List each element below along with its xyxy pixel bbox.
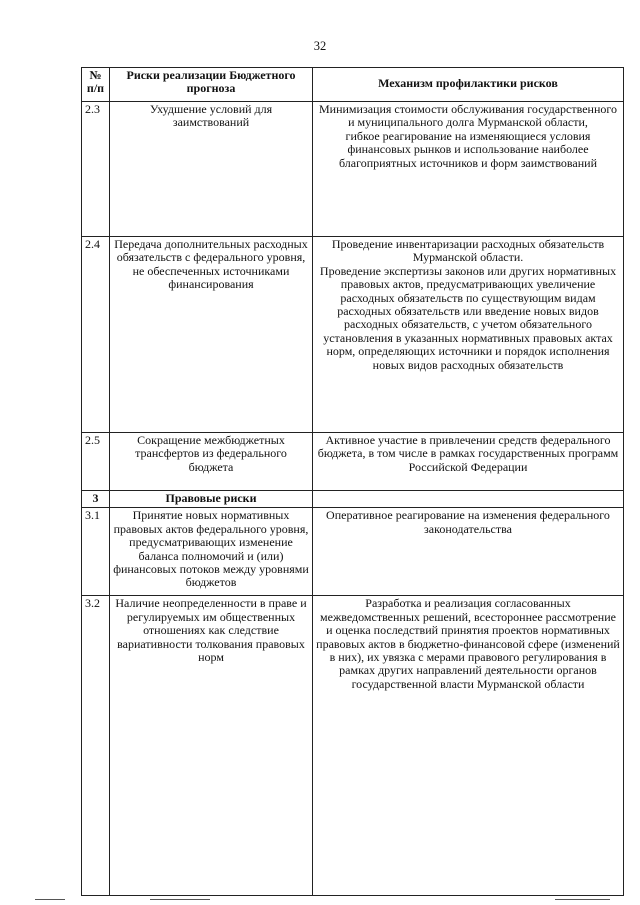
row-num: 2.3 [82,102,110,237]
scan-line [555,899,610,900]
risk-table [81,67,624,896]
row-mechanism [313,237,624,433]
table-header-row [82,68,624,102]
scan-bottom-lines [0,899,640,903]
row-risk: Наличие неопределенности в праве и регулируемых им общественных отношениях как следствие вариативности толкования правовых норм [110,596,313,896]
table-row [82,596,624,896]
row-num: 2.4 [82,237,110,433]
table-row [82,433,624,491]
table-row [82,237,624,433]
row-mechanism [313,102,624,237]
row-risk: Передача дополнительных расходных обязательств с федерального уровня, не обеспеченных источниками финансирования [110,237,313,433]
header-mechanism: Механизм профилактики рисков [313,68,624,102]
mechanism-text: Проведение инвентаризации расходных обязательств Мурманской области. Проведение экспертизы законов или других нормативных правовых актов, предусматривающих увеличение расходных обязательств по существующим видам расходных обязательств или введение новых видов расходных обязательств, с учетом обязательного установления в указанных нормативных правовых актах норм, определяющих источники и порядок исполнения новых видов расходных обязательств [319,237,617,372]
header-num: № п/п [82,68,110,102]
row-num: 3.2 [82,596,110,896]
scan-line [35,899,65,900]
section-num: 3 [82,491,110,508]
table-row [82,508,624,596]
row-mechanism: Активное участие в привлечении средств федерального бюджета, в том числе в рамках государственных программ Российской Федерации [313,433,624,491]
row-num: 2.5 [82,433,110,491]
row-risk: Ухудшение условий для заимствований [110,102,313,237]
table-row [82,102,624,237]
row-mechanism: Оперативное реагирование на изменения федерального законодательства [313,508,624,596]
row-num: 3.1 [82,508,110,596]
row-mechanism: Разработка и реализация согласованных межведомственных решений, всестороннее рассмотрение и оценка последствий принятия проектов нормативных правовых актов в бюджетно-финансовой сфере (изменений в них), их увязка с мерами правового регулирования в рамках других направлений деятельности органов государственной власти Мурманской области [313,596,624,896]
row-risk: Сокращение межбюджетных трансфертов из федерального бюджета [110,433,313,491]
page-number: 32 [313,39,327,53]
section-empty [313,491,624,508]
section-row [82,491,624,508]
header-risk: Риски реализации Бюджетного прогноза [110,68,313,102]
row-risk: Принятие новых нормативных правовых актов федерального уровня, предусматривающих изменение баланса полномочий и (или) финансовых потоков между уровнями бюджетов [110,508,313,596]
scan-line [150,899,210,900]
section-title: Правовые риски [110,491,313,508]
mechanism-text: Минимизация стоимости обслуживания государственного и муниципального долга Мурманской области, гибкое реагирование на изменяющиеся условия финансовых рынков и использование наиболее благоприятных источников и форм заимствований [319,102,617,170]
